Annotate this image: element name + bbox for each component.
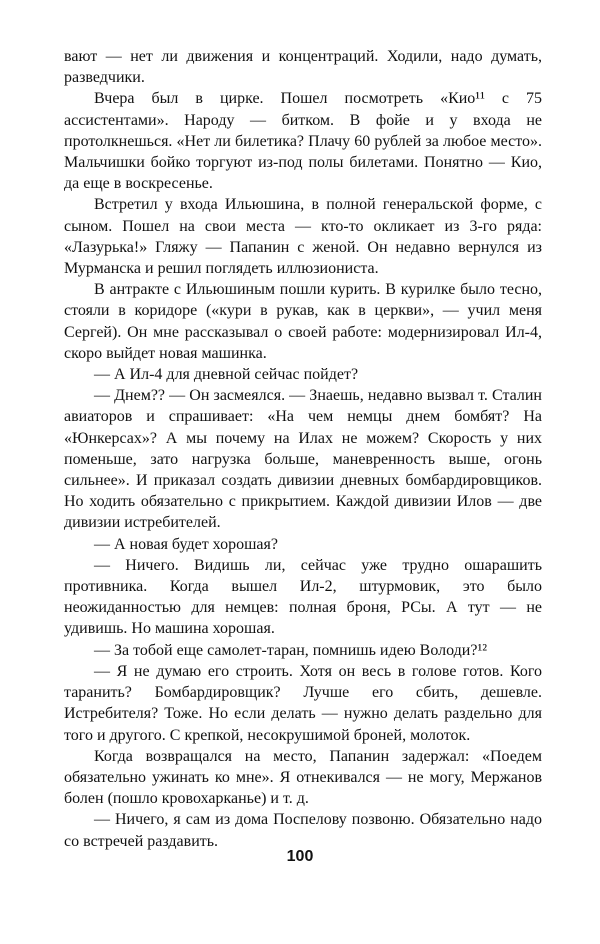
paragraph-2: Вчера был в цирке. Пошел посмотреть «Кио¹¹ с 75 ассистентами». Народу — битком. В фойе и у входа не протолкнешься. «Нет ли билетика? Плачу 60 рублей за любое место». Мальчишки бойко торгуют из-под полы билетами. Понятно — Кио, да еще в воскресенье. (64, 90, 542, 193)
page-number: 100 (286, 848, 314, 865)
paragraph-11: Когда возвращался на место, Папанин задержал: «Поедем обязательно ужинать ко мне». Я отнекивался — не могу, Мержанов болен (пошло кровохарканье) и т. д. (64, 747, 542, 808)
paragraph-3: Встретил у входа Ильюшина, в полной генеральской форме, с сыном. Пошел на свои места — кто-то окликает из 3-го ряда: «Лазурька!» Гляжу — Папанин с женой. Он недавно вернулся из Мурманска и решил поглядеть иллюзиониста. (64, 196, 542, 278)
paragraph-8: — Ничего. Видишь ли, сейчас уже трудно ошарашить противника. Когда вышел Ил-2, штурмовик, это было неожиданностью для немцев: полная броня, РСы. А тут — не удивишь. Но машина хорошая. (64, 556, 542, 638)
paragraph-9: — За тобой еще самолет-таран, помнишь идею Володи?¹² (94, 641, 488, 659)
paragraph-7: — А новая будет хорошая? (94, 535, 278, 553)
paragraph-6: — Днем?? — Он засмеялся. — Знаешь, недавно вызвал т. Сталин авиаторов и спрашивает: «На чем немцы днем бомбят? На «Юнкерсах»? А мы почему на Илах не можем? Скорость у них поменьше, зато нагрузка больше, маневренность выше, огонь сильнее». И приказал создать дивизии дневных бомбардировщиков. Но ходить обязательно с прикрытием. Каждой дивизии Илов — две дивизии истребителей. (64, 387, 542, 532)
paragraph-1: вают — нет ли движения и концентраций. Ходили, надо думать, разведчики. (64, 48, 542, 87)
paragraph-4: В антракте с Ильюшиным пошли курить. В курилке было тесно, стояли в коридоре («кури в рукав, как в церкви», — учил меня Сергей). Он мне рассказывал о своей работе: модернизировал Ил-4, скоро выйдет новая машинка. (64, 281, 542, 362)
paragraph-12: — Ничего, я сам из дома Поспелову позвоню. Обязательно надо со встречей раздавить. (64, 811, 542, 850)
page-body (64, 46, 542, 852)
paragraph-5: — А Ил-4 для дневной сейчас пойдет? (94, 366, 359, 384)
paragraph-10: — Я не думаю его строить. Хотя он весь в голове готов. Кого таранить? Бомбардировщик? Лучше его сбить, дешевле. Истребителя? Тоже. Но если делать — нужно делать раздельно для того и другого. С крепкой, несокрушимой броней, молоток. (64, 662, 542, 744)
